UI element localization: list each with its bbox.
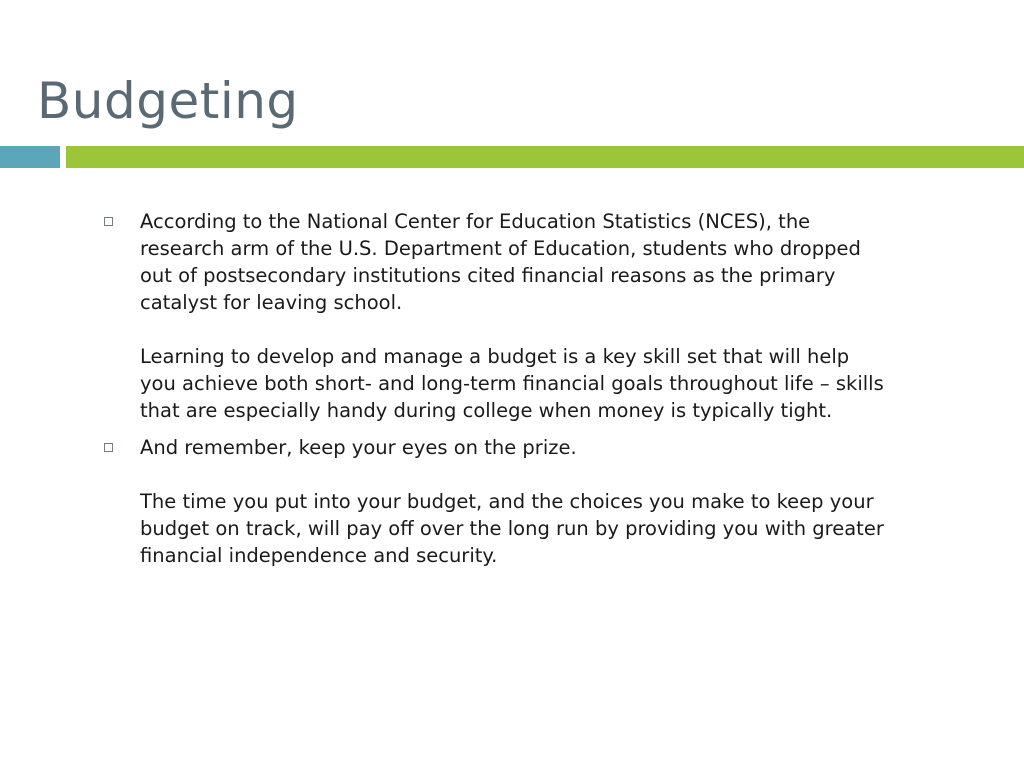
bullet-paragraph: The time you put into your budget, and the choices you make to keep your budget on track, will pay off over the long run by providing you with greater financial independence and security.	[140, 490, 884, 567]
square-bullet-icon	[104, 443, 113, 452]
square-bullet-icon	[104, 217, 113, 226]
accent-bar-left	[0, 146, 60, 168]
paragraph-gap	[140, 461, 884, 488]
bullet-item	[104, 208, 884, 424]
bullet-paragraph: Learning to develop and manage a budget is a key skill set that will help you achieve both short- and long-term financial goals throughout life – skills that are especially handy during college when money is typically tight.	[140, 345, 884, 422]
bullet-paragraph: According to the National Center for Education Statistics (NCES), the research arm of the U.S. Department of Education, students who dropped out of postsecondary institutions cited financial reasons as the primary catalyst for leaving school.	[140, 210, 861, 314]
bullet-list	[104, 208, 884, 579]
paragraph-gap	[140, 316, 884, 343]
bullet-paragraph: And remember, keep your eyes on the prize.	[140, 436, 577, 459]
accent-bar-right	[66, 146, 1024, 168]
bullet-item	[104, 434, 884, 569]
slide-title: Budgeting	[37, 72, 299, 130]
